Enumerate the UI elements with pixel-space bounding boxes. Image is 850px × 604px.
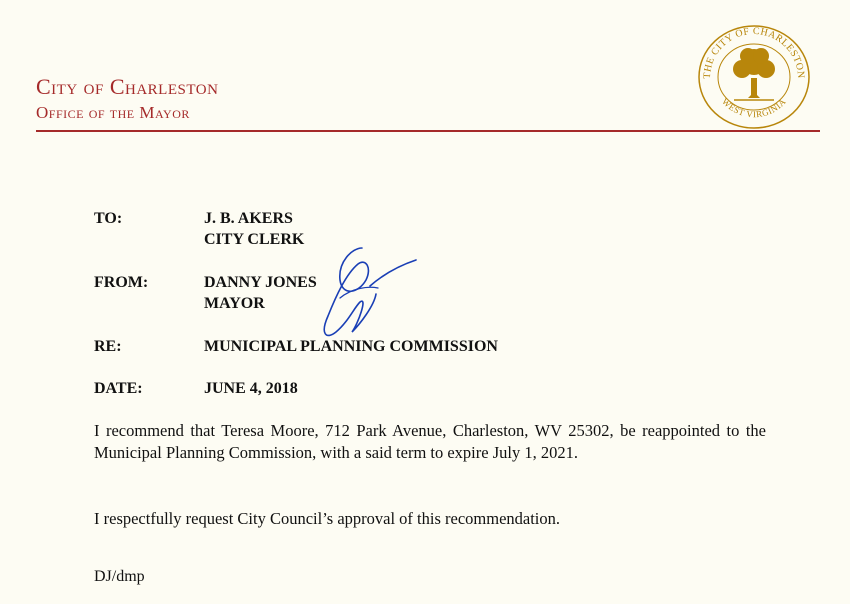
memo-from-name: DANNY JONES (204, 274, 317, 291)
typist-initials: DJ/dmp (94, 568, 145, 585)
memo-to-title: CITY CLERK (204, 231, 305, 248)
memo-from-label: FROM: (94, 274, 149, 291)
tree-seal-icon (694, 22, 814, 130)
letterhead-city-name: City of Charleston (36, 74, 219, 99)
body-paragraph-request: I respectfully request City Council’s approval of this recommendation. (94, 509, 561, 528)
letterhead-office-name: Office of the Mayor (36, 103, 190, 122)
svg-text:THE CITY OF CHARLESTON: THE CITY OF CHARLESTON (701, 25, 807, 80)
memo-re-value: MUNICIPAL PLANNING COMMISSION (204, 338, 498, 355)
memo-from-title: MAYOR (204, 295, 265, 312)
memo-date-label: DATE: (94, 380, 143, 397)
svg-text:WEST VIRGINIA: WEST VIRGINIA (719, 96, 788, 120)
city-seal-logo (694, 22, 814, 130)
memo-re-label: RE: (94, 338, 122, 355)
memo-date-value: JUNE 4, 2018 (204, 380, 298, 397)
letterhead (36, 74, 218, 124)
memo-to-label: TO: (94, 210, 123, 227)
memo-to-name: J. B. AKERS (204, 210, 293, 227)
body-paragraph-recommendation: I recommend that Teresa Moore, 712 Park Avenue, Charleston, WV 25302, be reappointed to the Municipal Planning Commission, with a said term to expire July 1, 2021. (94, 421, 766, 462)
letterhead-divider (36, 130, 820, 132)
